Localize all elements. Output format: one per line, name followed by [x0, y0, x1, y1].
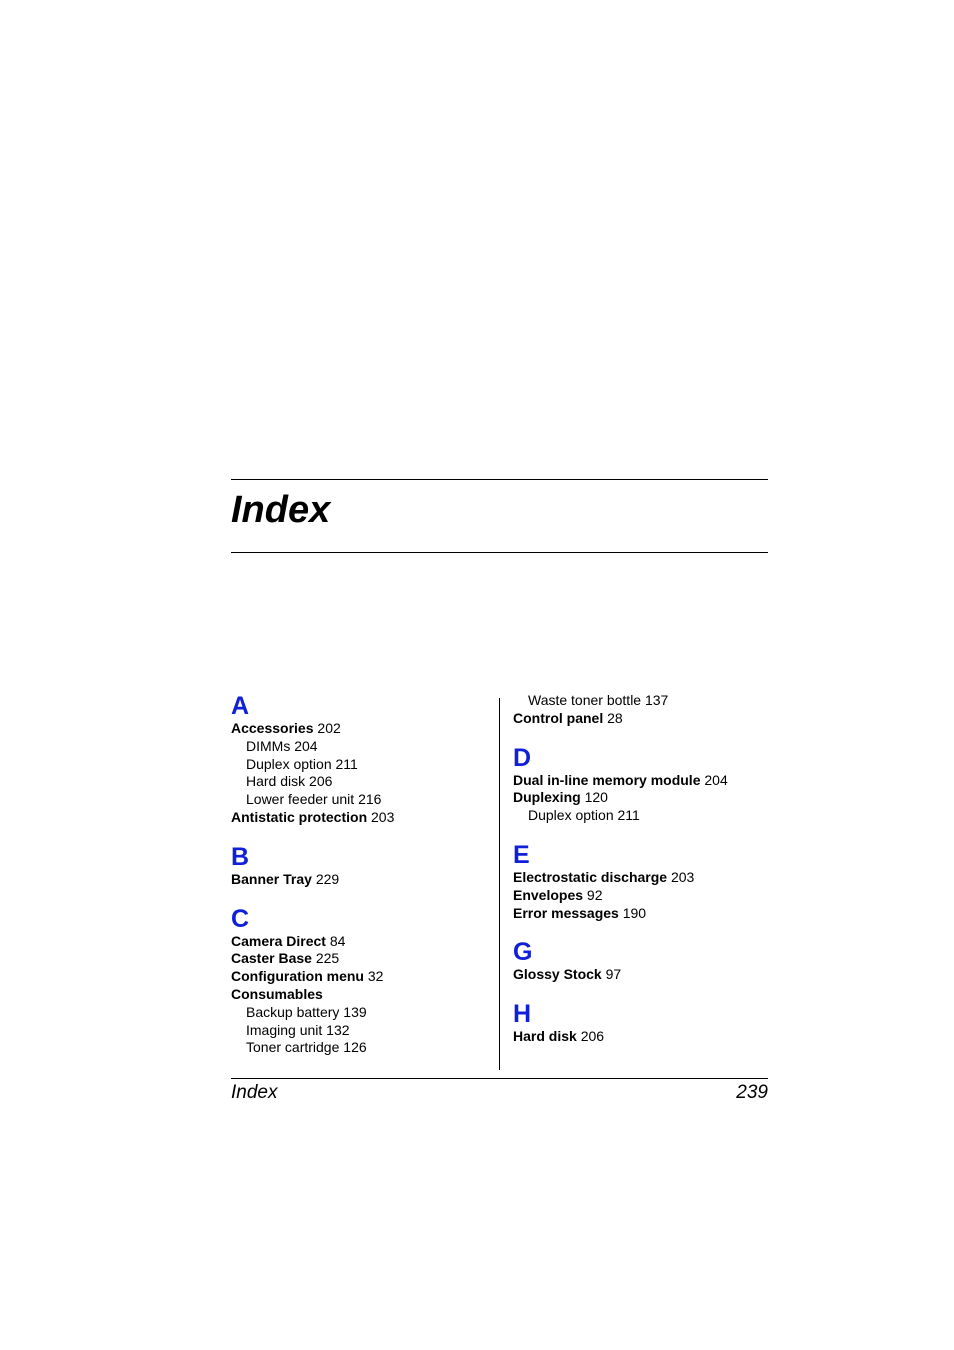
section-letter: A — [231, 692, 250, 720]
index-term: Consumables — [231, 985, 323, 1002]
index-term: Hard disk — [513, 1028, 577, 1045]
index-subentry[interactable] — [231, 738, 481, 756]
index-term: Glossy Stock — [513, 966, 602, 983]
index-section — [513, 744, 763, 825]
section-letter: H — [513, 1000, 532, 1029]
section-letter: B — [231, 842, 250, 871]
page-reference: 204 — [294, 737, 318, 754]
index-term: Camera Direct — [231, 932, 326, 949]
page-reference: 206 — [309, 773, 333, 790]
page-reference: 28 — [607, 709, 623, 726]
section-letter: C — [231, 904, 250, 933]
index-section — [231, 692, 481, 827]
index-section — [231, 843, 481, 889]
index-entry[interactable] — [231, 950, 481, 968]
footer-page-number: 239 — [736, 1082, 768, 1103]
page-reference: 84 — [329, 932, 346, 949]
index-subentry[interactable] — [231, 1004, 481, 1022]
title-bottom-rule — [231, 552, 768, 553]
index-term: Duplexing — [513, 789, 581, 806]
index-entry[interactable] — [513, 789, 763, 807]
index-column-right — [513, 692, 763, 1046]
page-reference: 206 — [580, 1028, 605, 1045]
index-entry[interactable] — [513, 1028, 763, 1046]
index-entry[interactable] — [513, 869, 763, 887]
index-section — [513, 841, 763, 922]
index-entry[interactable] — [231, 809, 481, 827]
index-entry[interactable] — [231, 720, 481, 738]
continued-entries — [513, 692, 763, 728]
page-reference: 139 — [343, 1003, 367, 1020]
page-reference: 229 — [315, 870, 340, 887]
index-term: Configuration menu — [231, 968, 364, 985]
index-entry[interactable] — [513, 887, 763, 905]
index-subterm: DIMMs — [246, 737, 291, 754]
page-reference: 203 — [670, 868, 695, 885]
index-entry[interactable] — [513, 905, 763, 923]
page-reference: 204 — [704, 771, 728, 788]
index-subterm: Hard disk — [246, 773, 306, 790]
index-subentry[interactable] — [513, 807, 763, 825]
index-subterm: Imaging unit — [246, 1021, 323, 1038]
section-letter: G — [513, 938, 533, 967]
index-term: Dual in-line memory module — [513, 771, 701, 788]
index-subterm: Lower feeder unit — [246, 791, 355, 808]
page-reference: 202 — [317, 720, 341, 736]
column-divider — [499, 698, 500, 1070]
index-entry[interactable] — [231, 933, 481, 951]
index-entry[interactable] — [513, 772, 763, 790]
index-subterm: Toner cartridge — [246, 1039, 340, 1056]
page-reference: 92 — [586, 886, 603, 903]
page-reference: 132 — [326, 1021, 350, 1038]
index-subentry[interactable] — [231, 791, 481, 809]
page-reference: 211 — [617, 807, 640, 824]
index-entry[interactable] — [231, 986, 481, 1004]
section-letter: D — [513, 743, 532, 772]
index-entry[interactable] — [231, 968, 481, 986]
index-section — [231, 905, 481, 1058]
index-subterm: Backup battery — [246, 1003, 340, 1020]
index-subterm: Duplex option — [246, 755, 332, 772]
index-subentry[interactable] — [513, 692, 763, 710]
index-entry[interactable] — [513, 710, 763, 728]
index-term: Control panel — [513, 709, 604, 726]
index-term: Electrostatic discharge — [513, 868, 668, 885]
page-reference: 225 — [315, 950, 340, 967]
index-subentry[interactable] — [231, 756, 481, 774]
page-reference: 211 — [335, 755, 358, 772]
index-subentry[interactable] — [231, 773, 481, 791]
page-reference: 32 — [367, 968, 384, 985]
index-subterm: Duplex option — [528, 807, 614, 824]
footer-rule — [231, 1078, 768, 1079]
index-term: Error messages — [513, 904, 619, 921]
index-subterm: Waste toner bottle — [528, 692, 642, 708]
index-subentry[interactable] — [231, 1022, 481, 1040]
index-term: Envelopes — [513, 886, 584, 903]
page-reference: 97 — [605, 966, 622, 983]
index-section — [513, 938, 763, 984]
section-letter: E — [513, 840, 530, 869]
index-term: Caster Base — [231, 950, 312, 967]
index-column-left — [231, 692, 481, 1057]
page-reference: 190 — [622, 904, 647, 921]
index-term: Banner Tray — [231, 870, 312, 887]
page-reference: 126 — [343, 1039, 367, 1056]
index-term: Antistatic protection — [231, 808, 368, 825]
page-title: Index — [231, 489, 331, 531]
page-reference: 216 — [358, 791, 382, 808]
index-entry[interactable] — [513, 966, 763, 984]
index-section — [513, 1000, 763, 1046]
index-subentry[interactable] — [231, 1039, 481, 1057]
index-term: Accessories — [231, 720, 314, 736]
title-top-rule — [231, 479, 768, 480]
index-entry[interactable] — [231, 871, 481, 889]
page-reference: 137 — [644, 692, 669, 708]
page-reference: 203 — [371, 808, 395, 825]
footer-section-name: Index — [231, 1082, 278, 1103]
page-reference: 120 — [584, 789, 608, 806]
